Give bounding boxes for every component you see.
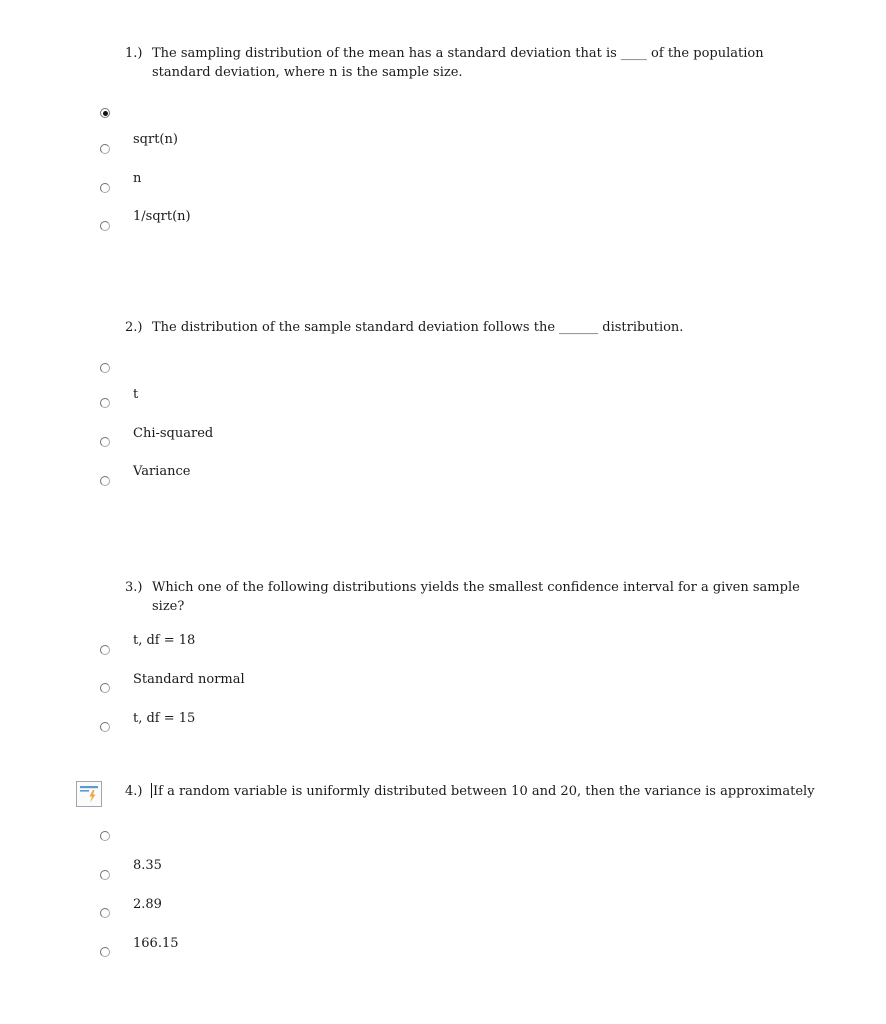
option-label: 8.35 [133, 858, 162, 873]
radio-q3-option-2[interactable] [100, 683, 110, 693]
radio-q3-option-1[interactable] [100, 645, 110, 655]
radio-q2-option-3[interactable] [100, 476, 110, 486]
question-body: The sampling distribution of the mean has a standard deviation that is ____ of the population standard deviation, where n is the sample size. [152, 46, 764, 80]
question-body: Which one of the following distributions yields the smallest confidence interval for a given sample size? [152, 580, 800, 614]
radio-q2-option-1[interactable] [100, 398, 110, 408]
lightning-layout-icon[interactable] [76, 781, 102, 807]
radio-q1-option-3[interactable] [100, 221, 110, 231]
option-label: Chi-squared [133, 426, 214, 441]
option-label: n [133, 171, 142, 186]
option-label: 2.89 [133, 897, 162, 912]
question-2-text [125, 318, 775, 337]
option-label: t [133, 387, 139, 402]
radio-q4-blank[interactable] [100, 831, 110, 841]
text-cursor [151, 783, 152, 798]
radio-q4-option-3[interactable] [100, 947, 110, 957]
question-4-text [125, 782, 825, 801]
question-body: If a random variable is uniformly distributed between 10 and 20, then the variance is approximately [153, 784, 815, 799]
radio-q1-blank[interactable] [100, 108, 110, 118]
question-1-text [125, 44, 775, 82]
question-number: 4.) [125, 784, 143, 799]
question-body-wrapper [151, 782, 825, 801]
radio-q1-option-1[interactable] [100, 144, 110, 154]
question-number: 2.) [125, 320, 143, 335]
option-label: Variance [133, 464, 191, 479]
radio-q4-option-1[interactable] [100, 870, 110, 880]
radio-q2-option-2[interactable] [100, 437, 110, 447]
radio-q3-option-3[interactable] [100, 722, 110, 732]
option-label: Standard normal [133, 672, 245, 687]
question-number: 1.) [125, 46, 143, 61]
question-3-text [125, 578, 805, 616]
option-label: 1/sqrt(n) [133, 209, 191, 224]
option-label: t, df = 18 [133, 633, 196, 648]
radio-q4-option-2[interactable] [100, 908, 110, 918]
question-body: The distribution of the sample standard deviation follows the ______ distribution. [152, 320, 684, 335]
option-label: sqrt(n) [133, 132, 178, 147]
option-label: t, df = 15 [133, 711, 196, 726]
option-label: 166.15 [133, 936, 179, 951]
radio-q1-option-2[interactable] [100, 183, 110, 193]
lightning-layout-icon-graphic [77, 782, 101, 806]
question-number: 3.) [125, 580, 143, 595]
radio-q2-blank[interactable] [100, 363, 110, 373]
